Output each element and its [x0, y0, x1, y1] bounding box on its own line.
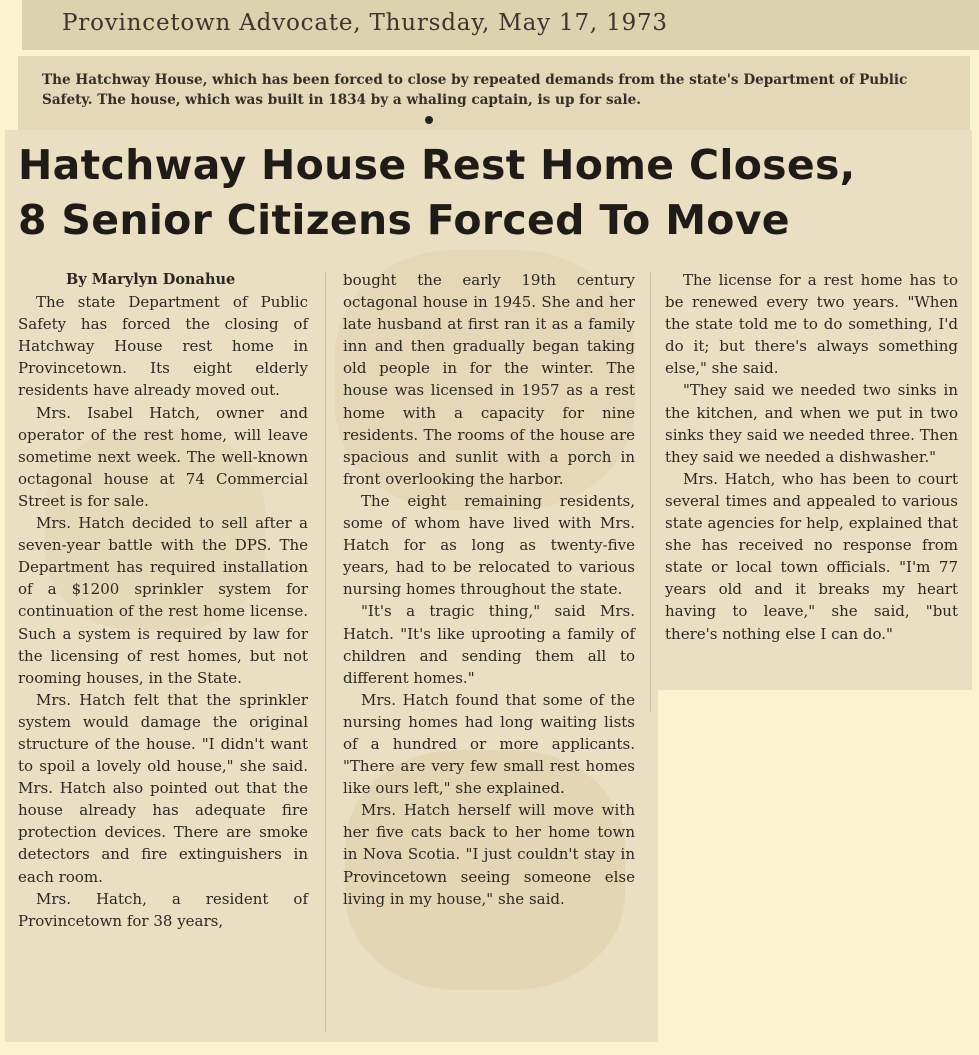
paragraph: The state Department of Public Safety has forced the closing of Hatchway House rest home in Provincetown. Its eight elderly residents have already moved out.	[18, 293, 308, 400]
headline-line-2: 8 Senior Citizens Forced To Move	[18, 196, 790, 244]
paragraph: Mrs. Hatch, who has been to court several times and appealed to various state agencies for help, explained that she has received no response from state or local town officials. "I'm 77 years old and it breaks my heart having to leave," she said, "but there's nothing else I can do."	[665, 469, 958, 643]
byline: By Marylyn Donahue	[66, 271, 236, 288]
photo-caption: The Hatchway House, which has been forced to close by repeated demands from the state's Department of Public Safety. The house, which was built in 1834 by a whaling captain, is up for sale.	[42, 72, 908, 108]
article-column-3	[665, 269, 958, 645]
paragraph: Mrs. Isabel Hatch, owner and operator of the rest home, will leave sometime next week. The well-known octagonal house at 74 Commercial Street is for sale.	[18, 403, 308, 510]
paragraph: Mrs. Hatch felt that the sprinkler system would damage the original structure of the house. "I didn't want to spoil a lovely old house," she said. Mrs. Hatch also pointed out that the house already has adequate fire protection devices. There are smoke detectors and fire extinguishers in each room.	[18, 690, 308, 886]
column-divider	[325, 272, 326, 1032]
article-column-1	[18, 269, 308, 932]
paragraph: Mrs. Hatch found that some of the nursing homes had long waiting lists of a hundred or more applicants. "There are very few small rest homes like ours left," she explained.	[343, 690, 635, 798]
headline-line-1: Hatchway House Rest Home Closes,	[18, 141, 856, 189]
headline	[18, 138, 958, 248]
paragraph: "They said we needed two sinks in the kitchen, and when we put in two sinks they said we needed three. Then they said we needed a dishwasher."	[665, 381, 958, 466]
paragraph: bought the early 19th century octagonal house in 1945. She and her late husband at first ran it as a family inn and then gradually began taking old people in for the winter. The house was licensed in 1957 as a rest home with a capacity for nine residents. The rooms of the house are spacious and sunlit with a porch in front overlooking the harbor.	[343, 271, 635, 488]
masthead-clipping	[22, 0, 979, 50]
column-divider	[650, 272, 651, 712]
paragraph: Mrs. Hatch herself will move with her five cats back to her home town in Nova Scotia. "I just couldn't stay in Provincetown seeing someone else living in my house," she said.	[343, 801, 635, 908]
masthead-text: Provincetown Advocate, Thursday, May 17, 1973	[62, 10, 668, 36]
article-column-2	[343, 269, 635, 910]
paragraph: The license for a rest home has to be renewed every two years. "When the state told me to do something, I'd do it; but there's always something else," she said.	[665, 271, 958, 378]
paragraph: Mrs. Hatch decided to sell after a seven-year battle with the DPS. The Department has required installation of a $1200 sprinkler system for continuation of the rest home license. Such a system is required by law for the licensing of rest homes, but not rooming houses, in the State.	[18, 514, 308, 687]
paragraph: Mrs. Hatch, a resident of Provincetown for 38 years,	[18, 889, 308, 930]
paragraph: The eight remaining residents, some of whom have lived with Mrs. Hatch for as long as twenty-five years, had to be relocated to various nursing homes throughout the state.	[343, 491, 635, 599]
caption-bullet	[425, 116, 433, 124]
paragraph: "It's a tragic thing," said Mrs. Hatch. "It's like uprooting a family of children and sending them all to different homes."	[343, 602, 635, 687]
